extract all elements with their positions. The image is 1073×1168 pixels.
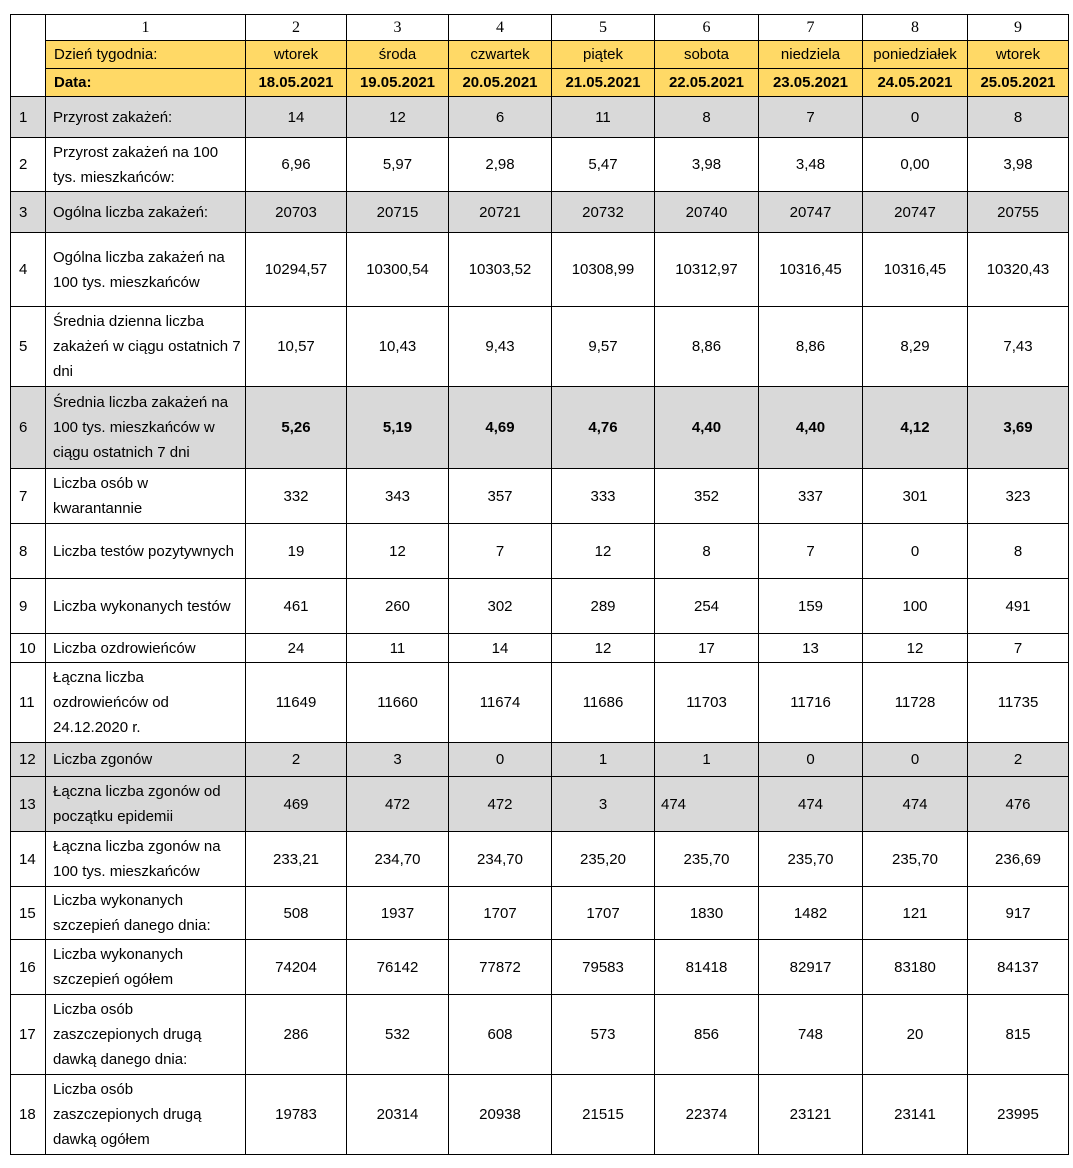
column-number: 4 [449,15,552,41]
value-cell: 20 [863,995,968,1075]
value-cell: 20732 [552,192,655,233]
value-cell: 2,98 [449,138,552,192]
value-cell: 332 [246,469,347,524]
row-label: Liczba testów pozytywnych [46,524,246,579]
value-cell: 10,43 [347,307,449,387]
value-cell: 254 [655,579,759,634]
weekday-cell: piątek [552,41,655,69]
value-cell: 14 [246,97,347,138]
value-cell: 11716 [759,663,863,743]
row-number: 15 [11,887,46,940]
value-cell: 4,76 [552,387,655,469]
value-cell: 7 [968,634,1069,663]
value-cell: 0 [863,97,968,138]
value-cell: 236,69 [968,832,1069,887]
value-cell: 4,40 [655,387,759,469]
date-cell: 18.05.2021 [246,69,347,97]
row-label: Przyrost zakażeń na 100 tys. mieszkańców: [46,138,246,192]
value-cell: 11649 [246,663,347,743]
value-cell: 1830 [655,887,759,940]
value-cell: 748 [759,995,863,1075]
table-row [11,469,1069,524]
value-cell: 7,43 [968,307,1069,387]
value-cell: 77872 [449,940,552,995]
value-cell: 1 [655,743,759,777]
table-row [11,940,1069,995]
value-cell: 1707 [449,887,552,940]
value-cell: 2 [968,743,1069,777]
value-cell: 12 [863,634,968,663]
value-cell: 11 [552,97,655,138]
table-row [11,743,1069,777]
value-cell: 11735 [968,663,1069,743]
value-cell: 474 [759,777,863,832]
value-cell: 3,69 [968,387,1069,469]
column-number: 5 [552,15,655,41]
value-cell: 20715 [347,192,449,233]
value-cell: 81418 [655,940,759,995]
value-cell: 8 [655,97,759,138]
table-row [11,233,1069,307]
table-row [11,138,1069,192]
value-cell: 10312,97 [655,233,759,307]
value-cell: 10316,45 [863,233,968,307]
value-cell: 235,70 [863,832,968,887]
value-cell: 472 [449,777,552,832]
date-cell: 25.05.2021 [968,69,1069,97]
value-cell: 0 [863,524,968,579]
value-cell: 8,29 [863,307,968,387]
value-cell: 0 [863,743,968,777]
value-cell: 856 [655,995,759,1075]
value-cell: 491 [968,579,1069,634]
value-cell: 7 [449,524,552,579]
value-cell: 76142 [347,940,449,995]
value-cell: 10303,52 [449,233,552,307]
row-label: Liczba wykonanych szczepień ogółem [46,940,246,995]
column-number: 9 [968,15,1069,41]
corner-cell [11,15,46,97]
value-cell: 235,20 [552,832,655,887]
value-cell: 234,70 [347,832,449,887]
row-label: Średnia dzienna liczba zakażeń w ciągu ostatnich 7 dni [46,307,246,387]
table-row [11,887,1069,940]
value-cell: 343 [347,469,449,524]
value-cell: 10320,43 [968,233,1069,307]
value-cell: 20755 [968,192,1069,233]
row-label: Liczba zgonów [46,743,246,777]
value-cell: 23141 [863,1075,968,1155]
column-number: 2 [246,15,347,41]
table-row [11,192,1069,233]
value-cell: 3 [347,743,449,777]
value-cell: 337 [759,469,863,524]
row-label: Łączna liczba zgonów od początku epidemii [46,777,246,832]
value-cell: 917 [968,887,1069,940]
value-cell: 7 [759,524,863,579]
value-cell: 20314 [347,1075,449,1155]
value-cell: 1 [552,743,655,777]
value-cell: 19783 [246,1075,347,1155]
value-cell: 9,57 [552,307,655,387]
column-number: 8 [863,15,968,41]
value-cell: 8,86 [759,307,863,387]
value-cell: 7 [759,97,863,138]
value-cell: 8 [655,524,759,579]
row-number: 1 [11,97,46,138]
row-label: Przyrost zakażeń: [46,97,246,138]
value-cell: 8 [968,524,1069,579]
table-row [11,995,1069,1075]
row-number: 16 [11,940,46,995]
row-number: 17 [11,995,46,1075]
value-cell: 8,86 [655,307,759,387]
value-cell: 9,43 [449,307,552,387]
row-number: 11 [11,663,46,743]
value-cell: 302 [449,579,552,634]
row-number: 12 [11,743,46,777]
value-cell: 11686 [552,663,655,743]
value-cell: 608 [449,995,552,1075]
value-cell: 11660 [347,663,449,743]
value-cell: 20747 [759,192,863,233]
value-cell: 815 [968,995,1069,1075]
value-cell: 234,70 [449,832,552,887]
value-cell: 12 [552,524,655,579]
value-cell: 11703 [655,663,759,743]
value-cell: 23121 [759,1075,863,1155]
value-cell: 82917 [759,940,863,995]
value-cell: 21515 [552,1075,655,1155]
table-row [11,663,1069,743]
row-label: Liczba wykonanych szczepień danego dnia: [46,887,246,940]
value-cell: 20740 [655,192,759,233]
row-number: 2 [11,138,46,192]
row-label: Ogólna liczba zakażeń: [46,192,246,233]
table-row [11,1075,1069,1155]
value-cell: 5,26 [246,387,347,469]
row-label: Liczba osób w kwarantannie [46,469,246,524]
column-number: 3 [347,15,449,41]
value-cell: 6 [449,97,552,138]
value-cell: 472 [347,777,449,832]
value-cell: 5,19 [347,387,449,469]
row-number: 10 [11,634,46,663]
value-cell: 235,70 [759,832,863,887]
row-number: 18 [11,1075,46,1155]
column-number-row [11,15,1069,41]
row-label: Liczba wykonanych testów [46,579,246,634]
row-label: Liczba osób zaszczepionych drugą dawką ogółem [46,1075,246,1155]
value-cell: 3,98 [968,138,1069,192]
table-row [11,97,1069,138]
value-cell: 79583 [552,940,655,995]
value-cell: 22374 [655,1075,759,1155]
value-cell: 11 [347,634,449,663]
value-cell: 12 [347,524,449,579]
value-cell: 121 [863,887,968,940]
value-cell: 20747 [863,192,968,233]
date-cell: 20.05.2021 [449,69,552,97]
weekday-cell: wtorek [968,41,1069,69]
table-row [11,777,1069,832]
value-cell: 1482 [759,887,863,940]
value-cell: 6,96 [246,138,347,192]
value-cell: 4,12 [863,387,968,469]
value-cell: 20721 [449,192,552,233]
value-cell: 12 [552,634,655,663]
value-cell: 461 [246,579,347,634]
row-label: Liczba ozdrowieńców [46,634,246,663]
row-label: Łączna liczba zgonów na 100 tys. mieszkańców [46,832,246,887]
value-cell: 3,98 [655,138,759,192]
row-number: 13 [11,777,46,832]
row-number: 9 [11,579,46,634]
value-cell: 573 [552,995,655,1075]
value-cell: 289 [552,579,655,634]
value-cell: 323 [968,469,1069,524]
table-row [11,832,1069,887]
value-cell: 357 [449,469,552,524]
value-cell: 474 [863,777,968,832]
value-cell: 10308,99 [552,233,655,307]
value-cell: 84137 [968,940,1069,995]
row-label: Liczba osób zaszczepionych drugą dawką danego dnia: [46,995,246,1075]
date-cell: 24.05.2021 [863,69,968,97]
date-cell: 21.05.2021 [552,69,655,97]
value-cell: 474 [655,777,759,832]
date-cell: 22.05.2021 [655,69,759,97]
value-cell: 0 [449,743,552,777]
value-cell: 233,21 [246,832,347,887]
value-cell: 4,69 [449,387,552,469]
value-cell: 260 [347,579,449,634]
value-cell: 11674 [449,663,552,743]
value-cell: 10316,45 [759,233,863,307]
value-cell: 1707 [552,887,655,940]
value-cell: 3 [552,777,655,832]
value-cell: 83180 [863,940,968,995]
value-cell: 1937 [347,887,449,940]
covid-statistics-table [10,14,1069,1155]
value-cell: 14 [449,634,552,663]
value-cell: 100 [863,579,968,634]
value-cell: 4,40 [759,387,863,469]
value-cell: 159 [759,579,863,634]
value-cell: 20703 [246,192,347,233]
value-cell: 10,57 [246,307,347,387]
weekday-row [11,41,1069,69]
value-cell: 17 [655,634,759,663]
column-number: 6 [655,15,759,41]
value-cell: 19 [246,524,347,579]
value-cell: 469 [246,777,347,832]
value-cell: 286 [246,995,347,1075]
weekday-cell: środa [347,41,449,69]
value-cell: 235,70 [655,832,759,887]
table-row [11,307,1069,387]
table-row [11,387,1069,469]
value-cell: 476 [968,777,1069,832]
row-label: Średnia liczba zakażeń na 100 tys. mieszkańców w ciągu ostatnich 7 dni [46,387,246,469]
value-cell: 352 [655,469,759,524]
table-row [11,524,1069,579]
date-label: Data: [46,69,246,97]
value-cell: 5,47 [552,138,655,192]
value-cell: 13 [759,634,863,663]
value-cell: 24 [246,634,347,663]
value-cell: 20938 [449,1075,552,1155]
value-cell: 5,97 [347,138,449,192]
value-cell: 0,00 [863,138,968,192]
value-cell: 74204 [246,940,347,995]
row-number: 14 [11,832,46,887]
weekday-cell: wtorek [246,41,347,69]
date-cell: 23.05.2021 [759,69,863,97]
value-cell: 10294,57 [246,233,347,307]
value-cell: 508 [246,887,347,940]
row-number: 6 [11,387,46,469]
column-number: 1 [46,15,246,41]
date-cell: 19.05.2021 [347,69,449,97]
value-cell: 3,48 [759,138,863,192]
row-label: Ogólna liczba zakażeń na 100 tys. mieszkańców [46,233,246,307]
value-cell: 2 [246,743,347,777]
table-row [11,634,1069,663]
table-row [11,579,1069,634]
value-cell: 532 [347,995,449,1075]
column-number: 7 [759,15,863,41]
weekday-cell: sobota [655,41,759,69]
value-cell: 8 [968,97,1069,138]
row-number: 5 [11,307,46,387]
weekday-cell: niedziela [759,41,863,69]
value-cell: 23995 [968,1075,1069,1155]
weekday-label: Dzień tygodnia: [46,41,246,69]
row-number: 4 [11,233,46,307]
row-number: 8 [11,524,46,579]
date-row [11,69,1069,97]
value-cell: 10300,54 [347,233,449,307]
value-cell: 333 [552,469,655,524]
value-cell: 301 [863,469,968,524]
weekday-cell: poniedziałek [863,41,968,69]
row-number: 3 [11,192,46,233]
value-cell: 11728 [863,663,968,743]
row-number: 7 [11,469,46,524]
value-cell: 12 [347,97,449,138]
weekday-cell: czwartek [449,41,552,69]
value-cell: 0 [759,743,863,777]
row-label: Łączna liczba ozdrowieńców od 24.12.2020 r. [46,663,246,743]
